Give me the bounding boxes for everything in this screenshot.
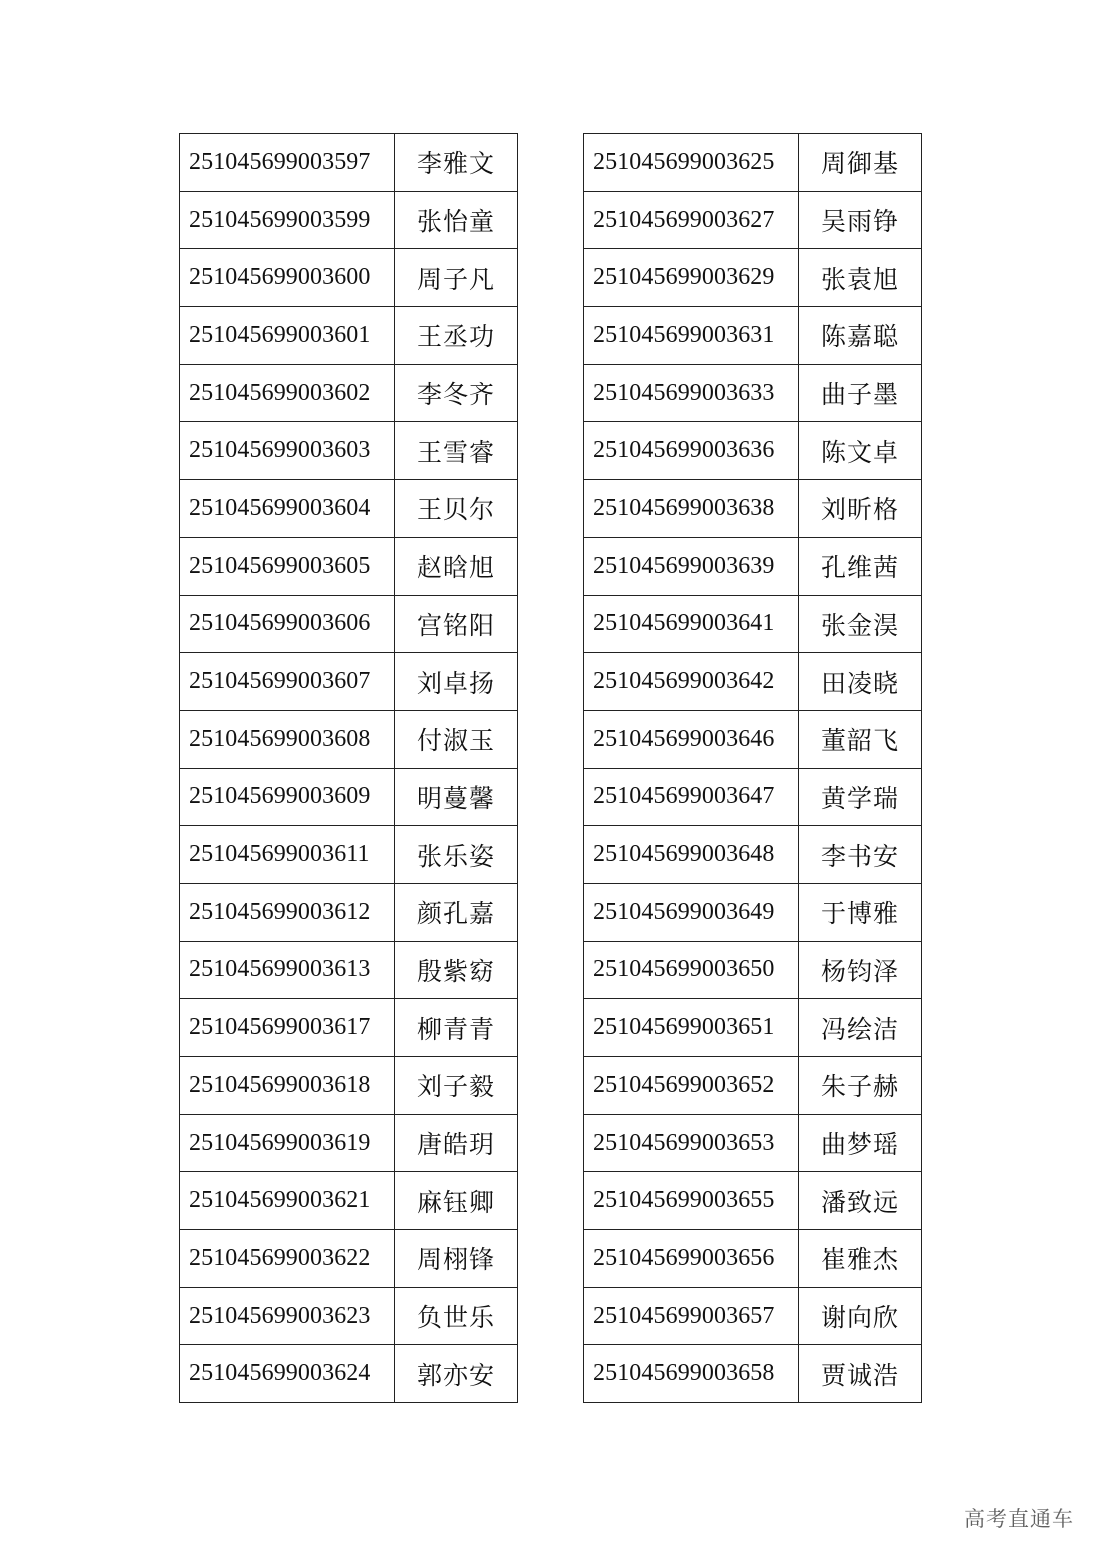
student-name-cell: 唐皓玥 bbox=[395, 1114, 518, 1172]
student-name-cell: 周子凡 bbox=[395, 249, 518, 307]
student-name-cell: 张乐姿 bbox=[395, 826, 518, 884]
candidate-id-cell: 251045699003605 bbox=[180, 537, 395, 595]
candidate-id-cell: 251045699003609 bbox=[180, 768, 395, 826]
student-name-cell: 刘昕格 bbox=[799, 480, 922, 538]
candidate-id-cell: 251045699003641 bbox=[584, 595, 799, 653]
table-row bbox=[584, 307, 922, 365]
table-row bbox=[180, 537, 518, 595]
table-row bbox=[180, 1230, 518, 1288]
table-row bbox=[584, 710, 922, 768]
student-table-right-body bbox=[584, 134, 922, 1403]
student-name-cell: 张金淏 bbox=[799, 595, 922, 653]
student-name-cell: 吴雨铮 bbox=[799, 191, 922, 249]
table-row bbox=[584, 134, 922, 192]
candidate-id-cell: 251045699003625 bbox=[584, 134, 799, 192]
table-row bbox=[584, 249, 922, 307]
student-name-cell: 张怡童 bbox=[395, 191, 518, 249]
table-row bbox=[584, 1345, 922, 1403]
candidate-id-cell: 251045699003621 bbox=[180, 1172, 395, 1230]
table-row bbox=[180, 710, 518, 768]
table-row bbox=[180, 768, 518, 826]
student-name-cell: 付淑玉 bbox=[395, 710, 518, 768]
candidate-id-cell: 251045699003603 bbox=[180, 422, 395, 480]
table-row bbox=[584, 480, 922, 538]
table-row bbox=[180, 480, 518, 538]
table-row bbox=[584, 653, 922, 711]
table-row bbox=[584, 1230, 922, 1288]
student-name-cell: 于博雅 bbox=[799, 883, 922, 941]
student-name-cell: 贾诚浩 bbox=[799, 1345, 922, 1403]
table-row bbox=[180, 249, 518, 307]
student-name-cell: 负世乐 bbox=[395, 1287, 518, 1345]
candidate-id-cell: 251045699003623 bbox=[180, 1287, 395, 1345]
student-table-left bbox=[179, 133, 518, 1403]
table-row bbox=[180, 307, 518, 365]
candidate-id-cell: 251045699003650 bbox=[584, 941, 799, 999]
table-row bbox=[180, 826, 518, 884]
candidate-id-cell: 251045699003652 bbox=[584, 1057, 799, 1115]
table-row bbox=[180, 1172, 518, 1230]
student-name-cell: 殷紫窈 bbox=[395, 941, 518, 999]
student-name-cell: 朱子赫 bbox=[799, 1057, 922, 1115]
candidate-id-cell: 251045699003638 bbox=[584, 480, 799, 538]
student-name-cell: 李书安 bbox=[799, 826, 922, 884]
student-table-right bbox=[583, 133, 922, 1403]
table-row bbox=[180, 941, 518, 999]
table-row bbox=[180, 191, 518, 249]
student-name-cell: 田凌晓 bbox=[799, 653, 922, 711]
student-name-cell: 周栩锋 bbox=[395, 1230, 518, 1288]
table-row bbox=[584, 1114, 922, 1172]
candidate-id-cell: 251045699003631 bbox=[584, 307, 799, 365]
student-name-cell: 王贝尔 bbox=[395, 480, 518, 538]
student-name-cell: 张袁旭 bbox=[799, 249, 922, 307]
table-row bbox=[584, 537, 922, 595]
candidate-id-cell: 251045699003619 bbox=[180, 1114, 395, 1172]
student-name-cell: 王丞功 bbox=[395, 307, 518, 365]
table-row bbox=[180, 653, 518, 711]
student-name-cell: 麻钰卿 bbox=[395, 1172, 518, 1230]
candidate-id-cell: 251045699003613 bbox=[180, 941, 395, 999]
table-row bbox=[180, 999, 518, 1057]
student-name-cell: 冯绘洁 bbox=[799, 999, 922, 1057]
table-row bbox=[180, 422, 518, 480]
candidate-id-cell: 251045699003600 bbox=[180, 249, 395, 307]
student-name-cell: 潘致远 bbox=[799, 1172, 922, 1230]
candidate-id-cell: 251045699003611 bbox=[180, 826, 395, 884]
candidate-id-cell: 251045699003651 bbox=[584, 999, 799, 1057]
candidate-id-cell: 251045699003618 bbox=[180, 1057, 395, 1115]
student-name-cell: 颜孔嘉 bbox=[395, 883, 518, 941]
student-name-cell: 黄学瑞 bbox=[799, 768, 922, 826]
candidate-id-cell: 251045699003612 bbox=[180, 883, 395, 941]
candidate-id-cell: 251045699003655 bbox=[584, 1172, 799, 1230]
table-row bbox=[180, 364, 518, 422]
student-name-cell: 陈文卓 bbox=[799, 422, 922, 480]
table-row bbox=[584, 595, 922, 653]
student-name-cell: 刘子毅 bbox=[395, 1057, 518, 1115]
candidate-id-cell: 251045699003658 bbox=[584, 1345, 799, 1403]
table-row bbox=[584, 1287, 922, 1345]
student-name-cell: 刘卓扬 bbox=[395, 653, 518, 711]
table-row bbox=[180, 1345, 518, 1403]
student-name-cell: 李雅文 bbox=[395, 134, 518, 192]
student-name-cell: 曲梦瑶 bbox=[799, 1114, 922, 1172]
table-row bbox=[584, 1057, 922, 1115]
candidate-id-cell: 251045699003633 bbox=[584, 364, 799, 422]
student-name-cell: 郭亦安 bbox=[395, 1345, 518, 1403]
table-row bbox=[584, 191, 922, 249]
table-row bbox=[180, 1057, 518, 1115]
table-row bbox=[180, 595, 518, 653]
candidate-id-cell: 251045699003617 bbox=[180, 999, 395, 1057]
candidate-id-cell: 251045699003648 bbox=[584, 826, 799, 884]
table-row bbox=[180, 134, 518, 192]
candidate-id-cell: 251045699003599 bbox=[180, 191, 395, 249]
student-name-cell: 孔维茜 bbox=[799, 537, 922, 595]
student-table-left-body bbox=[180, 134, 518, 1403]
candidate-id-cell: 251045699003636 bbox=[584, 422, 799, 480]
table-row bbox=[180, 1287, 518, 1345]
candidate-id-cell: 251045699003602 bbox=[180, 364, 395, 422]
candidate-id-cell: 251045699003646 bbox=[584, 710, 799, 768]
candidate-id-cell: 251045699003608 bbox=[180, 710, 395, 768]
watermark-text: 高考直通车 bbox=[964, 1507, 1074, 1531]
candidate-id-cell: 251045699003629 bbox=[584, 249, 799, 307]
candidate-id-cell: 251045699003639 bbox=[584, 537, 799, 595]
candidate-id-cell: 251045699003649 bbox=[584, 883, 799, 941]
candidate-id-cell: 251045699003657 bbox=[584, 1287, 799, 1345]
table-row bbox=[584, 883, 922, 941]
candidate-id-cell: 251045699003647 bbox=[584, 768, 799, 826]
student-name-cell: 谢向欣 bbox=[799, 1287, 922, 1345]
table-row bbox=[584, 999, 922, 1057]
student-name-cell: 周御基 bbox=[799, 134, 922, 192]
table-row bbox=[584, 768, 922, 826]
candidate-id-cell: 251045699003607 bbox=[180, 653, 395, 711]
student-name-cell: 董韶飞 bbox=[799, 710, 922, 768]
student-name-cell: 王雪睿 bbox=[395, 422, 518, 480]
table-row bbox=[584, 826, 922, 884]
student-name-cell: 崔雅杰 bbox=[799, 1230, 922, 1288]
candidate-id-cell: 251045699003606 bbox=[180, 595, 395, 653]
student-name-cell: 明蔓馨 bbox=[395, 768, 518, 826]
table-row bbox=[180, 1114, 518, 1172]
student-name-cell: 陈嘉聪 bbox=[799, 307, 922, 365]
candidate-id-cell: 251045699003642 bbox=[584, 653, 799, 711]
student-name-cell: 曲子墨 bbox=[799, 364, 922, 422]
table-row bbox=[584, 422, 922, 480]
candidate-id-cell: 251045699003604 bbox=[180, 480, 395, 538]
table-row bbox=[180, 883, 518, 941]
table-row bbox=[584, 941, 922, 999]
student-name-cell: 赵晗旭 bbox=[395, 537, 518, 595]
candidate-id-cell: 251045699003624 bbox=[180, 1345, 395, 1403]
candidate-id-cell: 251045699003597 bbox=[180, 134, 395, 192]
candidate-id-cell: 251045699003601 bbox=[180, 307, 395, 365]
student-name-cell: 杨钧泽 bbox=[799, 941, 922, 999]
candidate-id-cell: 251045699003627 bbox=[584, 191, 799, 249]
table-row bbox=[584, 364, 922, 422]
candidate-id-cell: 251045699003653 bbox=[584, 1114, 799, 1172]
student-name-cell: 李冬齐 bbox=[395, 364, 518, 422]
candidate-id-cell: 251045699003656 bbox=[584, 1230, 799, 1288]
candidate-id-cell: 251045699003622 bbox=[180, 1230, 395, 1288]
table-row bbox=[584, 1172, 922, 1230]
student-name-cell: 柳青青 bbox=[395, 999, 518, 1057]
student-name-cell: 宫铭阳 bbox=[395, 595, 518, 653]
